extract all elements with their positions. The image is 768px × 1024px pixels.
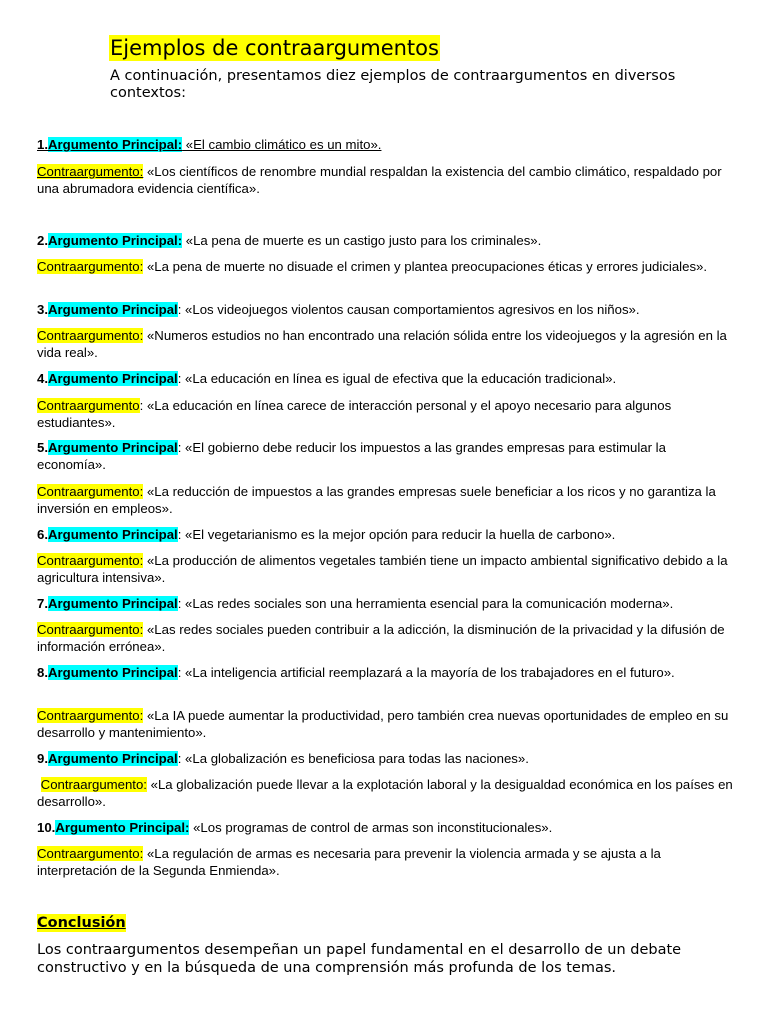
counterargument-1 xyxy=(37,164,737,197)
argument-label: Argumento Principal xyxy=(48,302,178,317)
item-number: 8. xyxy=(37,665,48,680)
argument-label: Argumento Principal: xyxy=(48,137,183,152)
counter-label: Contraargumento: xyxy=(37,484,144,499)
counterargument-2 xyxy=(37,259,737,276)
counter-label: Contraargumento: xyxy=(37,328,144,343)
argument-text: «Los programas de control de armas son inconstitucionales». xyxy=(189,820,553,835)
argument-label: Argumento Principal xyxy=(48,751,178,766)
item-number: 1. xyxy=(37,137,48,152)
argument-text: : «El vegetarianismo es la mejor opción para reducir la huella de carbono». xyxy=(177,527,616,542)
item-number: 4. xyxy=(37,371,48,386)
argument-label: Argumento Principal: xyxy=(48,233,183,248)
argument-text: : «La inteligencia artificial reemplazará a la mayoría de los trabajadores en el futuro». xyxy=(177,665,675,680)
counterargument-10 xyxy=(37,846,737,879)
counter-text: «Las redes sociales pueden contribuir a la adicción, la disminución de la privacidad y la difusión de información errónea». xyxy=(37,622,725,654)
counter-text: : «La educación en línea carece de interacción personal y el apoyo necesario para algunos estudiantes». xyxy=(37,398,672,430)
main-argument-5 xyxy=(37,440,737,473)
counterargument-9 xyxy=(37,777,737,810)
argument-label: Argumento Principal xyxy=(48,596,178,611)
main-argument-2 xyxy=(37,233,737,250)
argument-text: : «Las redes sociales son una herramienta esencial para la comunicación moderna». xyxy=(177,596,674,611)
counter-text: «La pena de muerte no disuade el crimen y plantea preocupaciones éticas y errores judiciales». xyxy=(143,259,708,274)
item-number: 10. xyxy=(37,820,56,835)
counter-text: «La IA puede aumentar la productividad, pero también crea nuevas oportunidades de empleo en su desarrollo y mantenimiento». xyxy=(37,708,729,740)
counterargument-3 xyxy=(37,328,737,361)
counter-text: «La globalización puede llevar a la explotación laboral y la desigualdad económica en los países en desarrollo». xyxy=(37,777,733,809)
counter-label: Contraargumento: xyxy=(37,622,144,637)
counter-text: «La regulación de armas es necesaria para prevenir la violencia armada y se ajusta a la interpretación de la Segunda Enmienda». xyxy=(37,846,661,878)
argument-label: Argumento Principal xyxy=(48,371,178,386)
item-number: 3. xyxy=(37,302,48,317)
counter-label: Contraargumento: xyxy=(40,777,147,792)
counter-label: Contraargumento: xyxy=(37,846,144,861)
argument-label: Argumento Principal xyxy=(48,665,178,680)
conclusion-paragraph: Los contraargumentos desempeñan un papel fundamental en el desarrollo de un debate constructivo y en la búsqueda de una comprensión más profunda de los temas. xyxy=(37,942,682,976)
counter-label: Contraargumento xyxy=(37,398,140,413)
argument-label: Argumento Principal: xyxy=(55,820,190,835)
counter-text: «La reducción de impuestos a las grandes empresas suele beneficiar a los ricos y no garantiza la inversión en empleos». xyxy=(37,484,716,516)
argument-text: : «La educación en línea es igual de efectiva que la educación tradicional». xyxy=(177,371,617,386)
main-argument-9 xyxy=(37,751,737,768)
item-number: 5. xyxy=(37,440,48,455)
main-argument-10 xyxy=(37,820,737,837)
main-argument-1 xyxy=(37,137,737,154)
argument-text: : «El gobierno debe reducir los impuestos a las grandes empresas para estimular la economía». xyxy=(37,440,666,472)
counterargument-4 xyxy=(37,398,737,431)
main-argument-3 xyxy=(37,302,737,319)
item-number: 2. xyxy=(37,233,48,248)
argument-text: «El cambio climático es un mito». xyxy=(182,137,382,152)
main-argument-6 xyxy=(37,527,737,544)
argument-text: : «Los videojuegos violentos causan comportamientos agresivos en los niños». xyxy=(177,302,640,317)
counter-text: «La producción de alimentos vegetales también tiene un impacto ambiental significativo debido a la agricultura intensiva». xyxy=(37,553,728,585)
counterargument-5 xyxy=(37,484,737,517)
counter-text: «Los científicos de renombre mundial respaldan la existencia del cambio climático, respaldado por una abrumadora evidencia científica». xyxy=(37,164,722,196)
main-argument-8 xyxy=(37,665,737,682)
argument-label: Argumento Principal xyxy=(48,440,178,455)
item-number: 9. xyxy=(37,751,48,766)
counter-label: Contraargumento: xyxy=(37,259,144,274)
document-title: Ejemplos de contraargumentos xyxy=(110,36,439,60)
item-number: 7. xyxy=(37,596,48,611)
counterargument-8 xyxy=(37,708,737,741)
counterargument-6 xyxy=(37,553,737,586)
counter-text: «Numeros estudios no han encontrado una relación sólida entre los videojuegos y la agresión en la vida real». xyxy=(37,328,727,360)
main-argument-7 xyxy=(37,596,737,613)
main-argument-4 xyxy=(37,371,737,388)
argument-label: Argumento Principal xyxy=(48,527,178,542)
item-number: 6. xyxy=(37,527,48,542)
argument-text: : «La globalización es beneficiosa para todas las naciones». xyxy=(177,751,529,766)
counter-label: Contraargumento: xyxy=(37,164,144,179)
counter-label: Contraargumento: xyxy=(37,708,144,723)
conclusion-heading: Conclusión xyxy=(37,915,126,931)
intro-paragraph: A continuación, presentamos diez ejemplos de contraargumentos en diversos contextos: xyxy=(110,68,676,101)
counterargument-7 xyxy=(37,622,737,655)
counter-label: Contraargumento: xyxy=(37,553,144,568)
argument-text: «La pena de muerte es un castigo justo para los criminales». xyxy=(182,233,542,248)
